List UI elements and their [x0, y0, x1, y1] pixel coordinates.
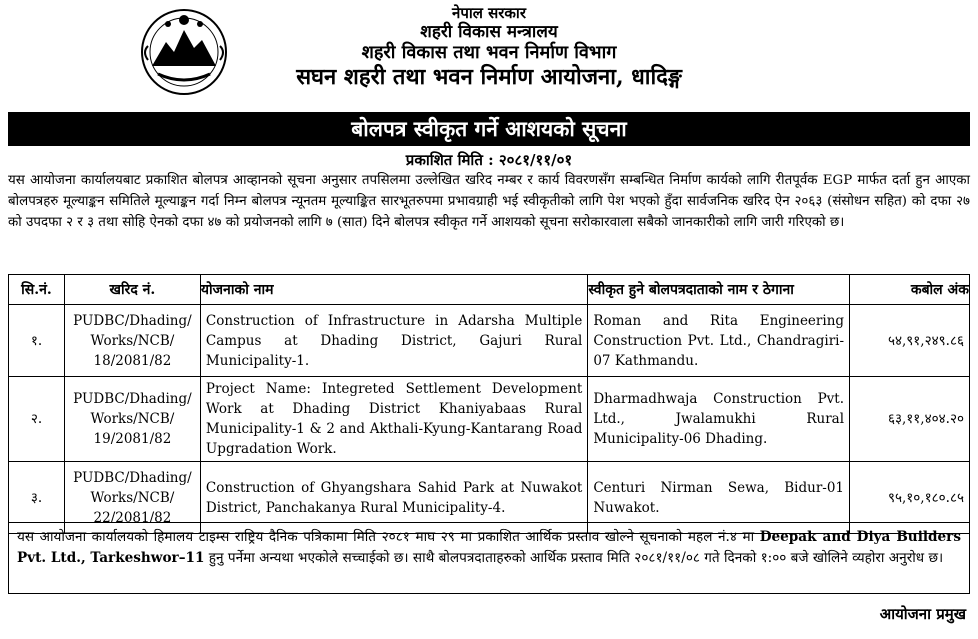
notice-header [0, 0, 978, 110]
table-header-row [9, 275, 970, 305]
ministry-name: शहरी विकास मन्त्रालय [420, 22, 558, 42]
bid-table [8, 274, 970, 534]
header-code: खरिद नं. [64, 275, 200, 305]
row-amount: ९५,१०,१८०.८५ [850, 462, 970, 534]
notice-title: बोलपत्र स्वीकृत गर्ने आशयको सूचना [8, 112, 970, 146]
signature-label: आयोजना प्रमुख [879, 605, 966, 623]
correction-note [8, 522, 970, 594]
row-code: PUDBC/Dhading/ Works/NCB/ 22/2081/82 [64, 462, 200, 534]
row-code: PUDBC/Dhading/ Works/NCB/ 18/2081/82 [64, 305, 200, 377]
row-sn: १. [9, 305, 65, 377]
header-project: योजनाको नाम [200, 275, 587, 305]
note-text-2: हुनु पर्नेमा अन्यथा भएकोले सच्चाईको छ। साथै बोलपत्रदाताहरुको आर्थिक प्रस्ताव मिति २०८१/११/०८ गते दिनको १:०० बजे खोलिने व्यहोरा अनुरोध छ। [204, 550, 944, 566]
note-bidder-name: Deepak and Diya Builders Pvt. Ltd., Tarkeshwor–11 [17, 529, 961, 566]
project-name: सघन शहरी तथा भवन निर्माण आयोजना, धादिङ्ग [296, 63, 682, 90]
row-project: Project Name: Integreted Settlement Development Work at Dhading District Khaniyabaas Rural Municipality-1 & 2 and Akthali-Kyung-Kantarang Road Upgradation Work. [200, 377, 587, 462]
row-code: PUDBC/Dhading/ Works/NCB/ 19/2081/82 [64, 377, 200, 462]
intro-paragraph: यस आयोजना कार्यालयबाट प्रकाशित बोलपत्र आव्हानको सूचना अनुसार तपसिलमा उल्लेखित खरिद नम्बर र कार्य विवरणसँग सम्बन्धित निर्माण कार्यको लागि रीतपूर्वक EGP मार्फत दर्ता हुन आएका बोलपत्रहरु मूल्याङ्कन समितिले मूल्याङ्कन गर्दा निम्न बोलपत्र न्यूनतम मूल्याङ्कित सारभूतरुपमा प्रभावग्राही भई स्वीकृतीको लागि पेश भएको हुँदा सार्वजनिक खरिद ऐन २०६३ (संसोधन सहित) को दफा २७ को उपदफा २ र ३ तथा सोहि ऐनको दफा ४७ को प्रयोजनको लागि ७ (सात) दिने बोलपत्र स्वीकृत गर्ने आशयको सूचना सरोकारवाला सबैको जानकारीको लागि जारी गरिएको छ। [8, 173, 970, 230]
row-sn: २. [9, 377, 65, 462]
row-amount: ६३,११,४०४.२० [850, 377, 970, 462]
header-amount: कबोल अंक [850, 275, 970, 305]
department-name: शहरी विकास तथा भवन निर्माण विभाग [361, 42, 617, 64]
header-bidder: स्वीकृत हुने बोलपत्रदाताको नाम र ठेगाना [588, 275, 850, 305]
header-sn: सि.नं. [9, 275, 65, 305]
published-date: प्रकाशित मिति : २०८१/११/०१ [405, 151, 573, 169]
row-sn: ३. [9, 462, 65, 534]
row-bidder: Centuri Nirman Sewa, Bidur-01 Nuwakot. [588, 462, 850, 534]
row-project: Construction of Infrastructure in Adarsha Multiple Campus at Dhading District, Gajuri Rural Municipality-1. [200, 305, 587, 377]
note-text-1: यस आयोजना कार्यालयको हिमालय टाइम्स राष्ट्रिय दैनिक पत्रिकामा मिति २०८१ माघ २९ मा प्रकाशित आर्थिक प्रस्ताव खोल्ने सूचनाको महल नं.४ मा [17, 529, 760, 545]
row-bidder: Roman and Rita Engineering Construction Pvt. Ltd., Chandragiri-07 Kathmandu. [588, 305, 850, 377]
row-bidder: Dharmadhwaja Construction Pvt. Ltd., Jwalamukhi Rural Municipality-06 Dhading. [588, 377, 850, 462]
row-amount: ५४,९१,२४९.८६ [850, 305, 970, 377]
govt-name: नेपाल सरकार [452, 4, 526, 22]
row-project: Construction of Ghyangshara Sahid Park at Nuwakot District, Panchakanya Rural Municipality-4. [200, 462, 587, 534]
table-row [9, 377, 970, 462]
table-row [9, 305, 970, 377]
